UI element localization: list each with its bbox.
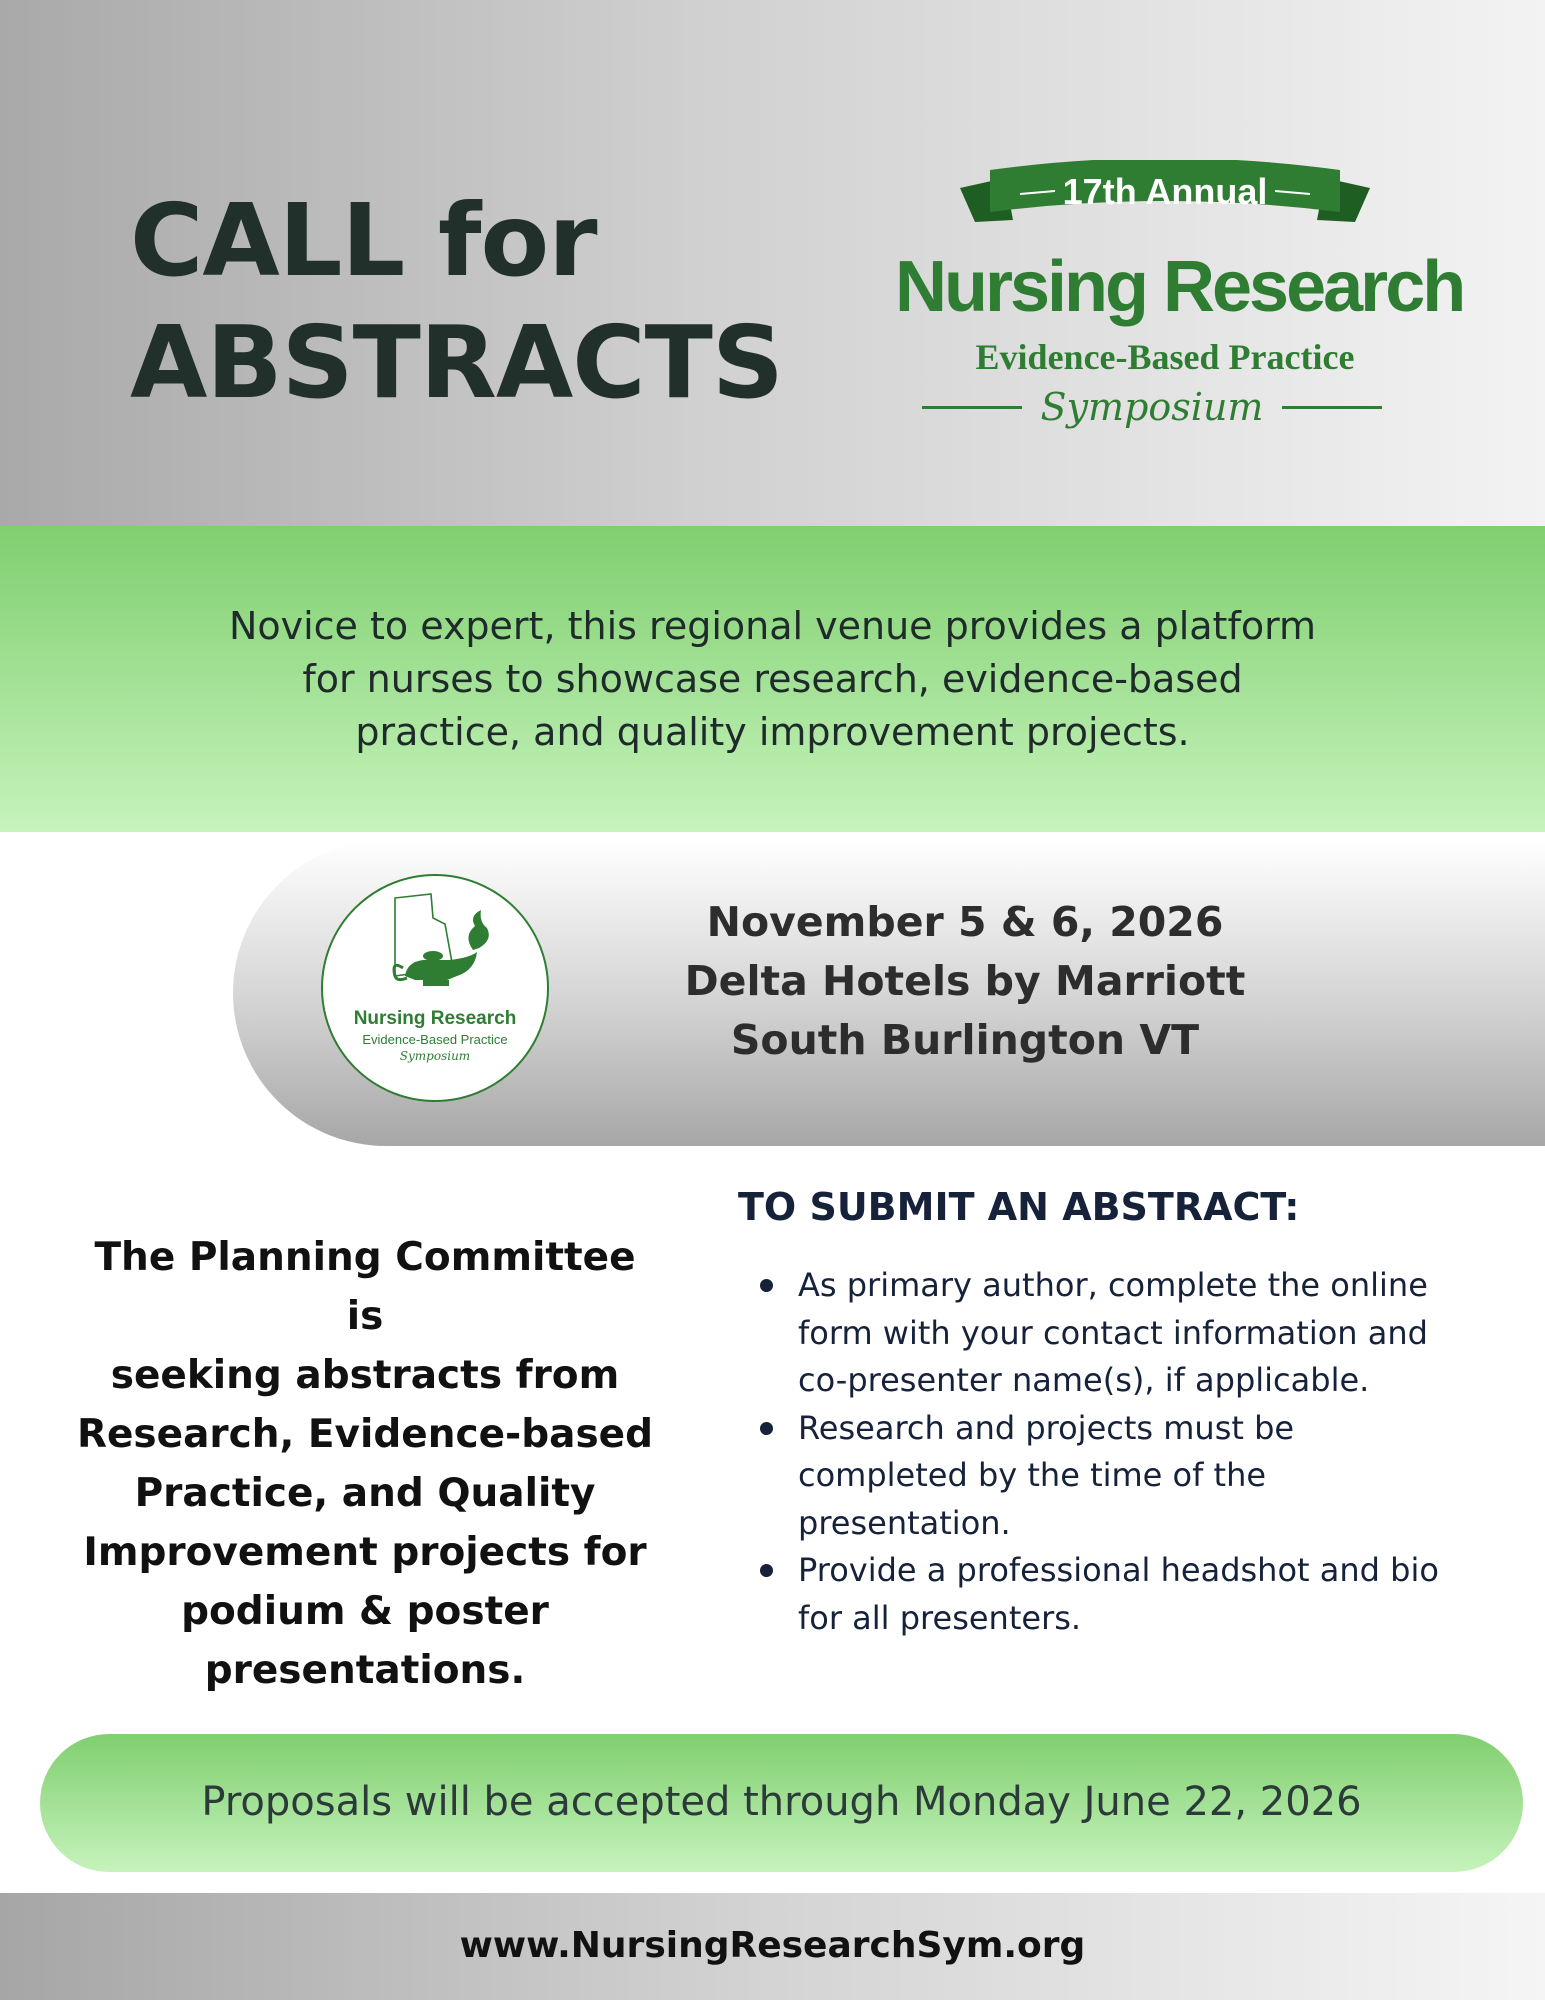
divider [922, 406, 1022, 409]
intro-line: Novice to expert, this regional venue provides a platform [228, 604, 1317, 648]
bullet-icon [760, 1564, 773, 1577]
seal-subtitle: Evidence-Based Practice [362, 1032, 508, 1047]
submit-heading: TO SUBMIT AN ABSTRACT: [738, 1185, 1300, 1229]
committee-line: Improvement projects for [83, 1530, 647, 1575]
deadline-banner [40, 1734, 1523, 1872]
seal-title: Nursing Research [353, 1008, 517, 1029]
list-item-text: Research and projects must be completed by the time of the presentation. [798, 1408, 1295, 1542]
seal-symposium: Symposium [399, 1049, 471, 1063]
event-date: November 5 & 6, 2026 [706, 898, 1224, 946]
committee-line: seeking abstracts from [110, 1353, 620, 1398]
symposium-seal [321, 874, 549, 1102]
submit-instructions-list [760, 1262, 1440, 1642]
logo-symposium-row [922, 382, 1382, 432]
bullet-icon [760, 1422, 773, 1435]
lamp-of-knowledge-icon [323, 876, 547, 1006]
title-line-2: ABSTRACTS [130, 304, 783, 421]
event-venue: Delta Hotels by Marriott [684, 957, 1246, 1005]
committee-line: Research, Evidence-based [76, 1412, 654, 1457]
list-item [760, 1405, 1440, 1548]
logo-sub-text: Evidence-Based Practice [975, 337, 1355, 377]
event-location: South Burlington VT [730, 1016, 1200, 1064]
intro-line: for nurses to showcase research, evidence-based [302, 657, 1243, 701]
divider [1282, 406, 1382, 409]
intro-line: practice, and quality improvement projects. [355, 710, 1190, 754]
committee-line: podium & poster [181, 1589, 549, 1634]
footer-bar [0, 1893, 1545, 2000]
logo-symposium-text: Symposium [1040, 385, 1264, 429]
deadline-text: Proposals will be accepted through Monday June 22, 2026 [201, 1779, 1362, 1825]
logo-ribbon-text: 17th Annual [1062, 171, 1268, 212]
symposium-logo [895, 160, 1464, 440]
bullet-icon [760, 1279, 773, 1292]
committee-paragraph [75, 1228, 655, 1700]
list-item-text: As primary author, complete the online form with your contact information and co-presenter name(s), if applicable. [798, 1266, 1428, 1399]
list-item [760, 1547, 1440, 1642]
list-item [760, 1262, 1440, 1405]
logo-main-text: Nursing Research [895, 247, 1464, 327]
website-link[interactable]: www.NursingResearchSym.org [459, 1925, 1086, 1966]
committee-line: The Planning Committee is [94, 1235, 636, 1339]
page-title [130, 180, 850, 424]
intro-paragraph [200, 600, 1345, 759]
title-line-1: CALL for [130, 182, 597, 299]
event-details [640, 893, 1290, 1070]
committee-line: presentations. [204, 1648, 526, 1693]
list-item-text: Provide a professional headshot and bio for all presenters. [798, 1551, 1439, 1637]
committee-line: Practice, and Quality [134, 1471, 596, 1516]
